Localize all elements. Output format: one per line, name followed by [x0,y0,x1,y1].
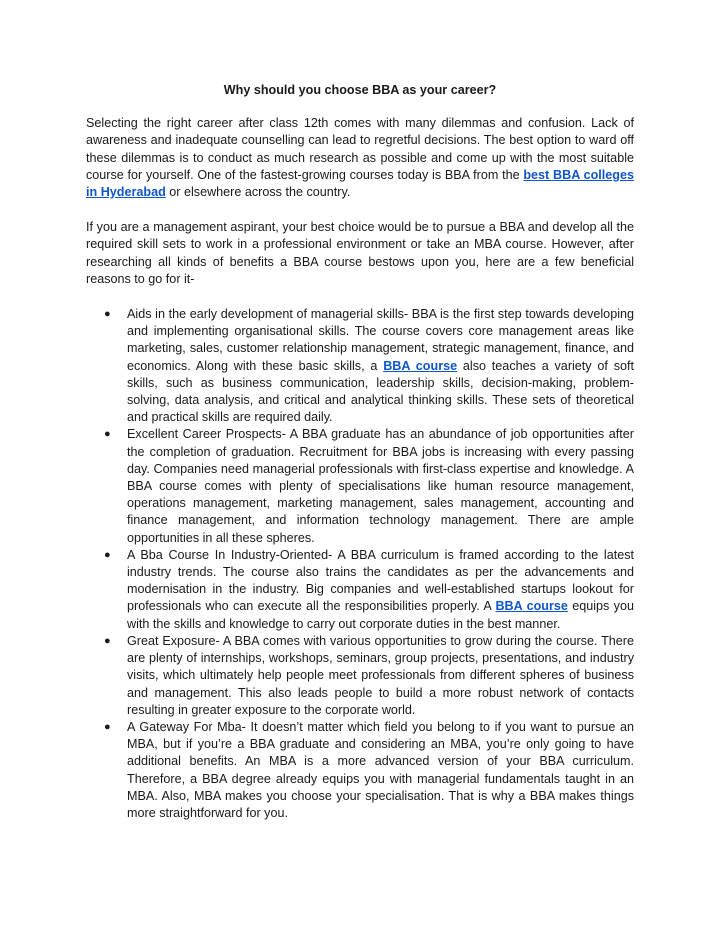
list-item-text: A Gateway For Mba- It doesn’t matter which field you belong to if you want to pursue an MBA, but if you’re a BBA graduate and considering an MBA, you’re only going to have additional benefits. An MBA is a more advanced version of your BBA curriculum. Therefore, a BBA degree already equips you with managerial fundamentals taught in an MBA. Also, MBA makes you choose your specialisation. That is why a BBA makes things more straightforward for you. [127,719,634,820]
aspirant-paragraph: If you are a management aspirant, your best choice would be to pursue a BBA and develop all the required skill sets to work in a professional environment or take an MBA course. However, after researching all kinds of benefits a BBA course bestows upon you, here are a few beneficial reasons to go for it- [86,220,634,286]
list-item-text-after: equips you with the skills and knowledge to carry out corporate duties in the best manner. [127,599,634,631]
bba-course-link[interactable]: BBA course [495,599,568,614]
list-item [86,306,634,426]
bba-course-link[interactable]: BBA course [383,358,458,373]
reasons-list [86,306,634,822]
list-item [86,426,634,546]
bullet-icon: ● [104,720,111,733]
intro-text-before: Selecting the right career after class 12th comes with many dilemmas and confusion. Lack of awareness and inadequate counselling can lead to regretful decisions. The best option to ward off these dilemmas is to conduct as much research as possible and come up with the most suitable course for yourself. One of the fastest-growing courses today is BBA from the [86,116,634,182]
list-item [86,547,634,633]
list-item-text: Great Exposure- A BBA comes with various opportunities to grow during the course. There are plenty of internships, workshops, seminars, group projects, presentations, and industry visits, which ultimately help people meet professionals from different spheres of business and management. This also leads people to build a more robust network of contacts resulting in greater exposure to the corporate world. [127,633,634,717]
list-item-text: Excellent Career Prospects- A BBA graduate has an abundance of job opportunities after the completion of graduation. Recruitment for BBA jobs is increasing with every passing day. Companies need managerial professionals with first-class expertise and knowledge. A BBA course comes with plenty of specialisations like human resource management, operations management, marketing management, sales management, accounting and finance management, and information technology management. There are ample opportunities in all these spheres. [127,427,634,545]
list-item-text-after: also teaches a variety of soft skills, such as business communication, leadership skills, decision-making, problem-solving, data analysis, and critical and analytical thinking skills. These sets of theoretical and practical skills are required daily. [127,358,635,425]
best-bba-colleges-link[interactable]: best BBA colleges in Hyderabad [86,167,634,200]
bullet-icon: ● [104,548,111,561]
intro-text-after: or elsewhere across the country. [165,185,351,200]
list-item [86,719,634,822]
list-item-text-before: A Bba Course In Industry-Oriented- A BBA curriculum is framed according to the latest industry trends. The course also trains the candidates as per the advancements and modernisation in the industry. Big companies and well-established startups lookout for professionals who can execute all the responsibilities properly. A [127,547,634,614]
bullet-icon: ● [104,634,111,647]
bullet-icon: ● [104,308,111,321]
list-item-text-before: Aids in the early development of managerial skills- BBA is the first step towards developing and implementing organisational skills. The course covers core management areas like marketing, sales, customer relationship management, strategic management, finance, and economics. Along with these basic skills, a [127,307,634,373]
document-title: Why should you choose BBA as your career? [223,83,497,97]
list-item [86,633,634,719]
bullet-icon: ● [104,428,111,441]
intro-paragraph [86,115,634,201]
